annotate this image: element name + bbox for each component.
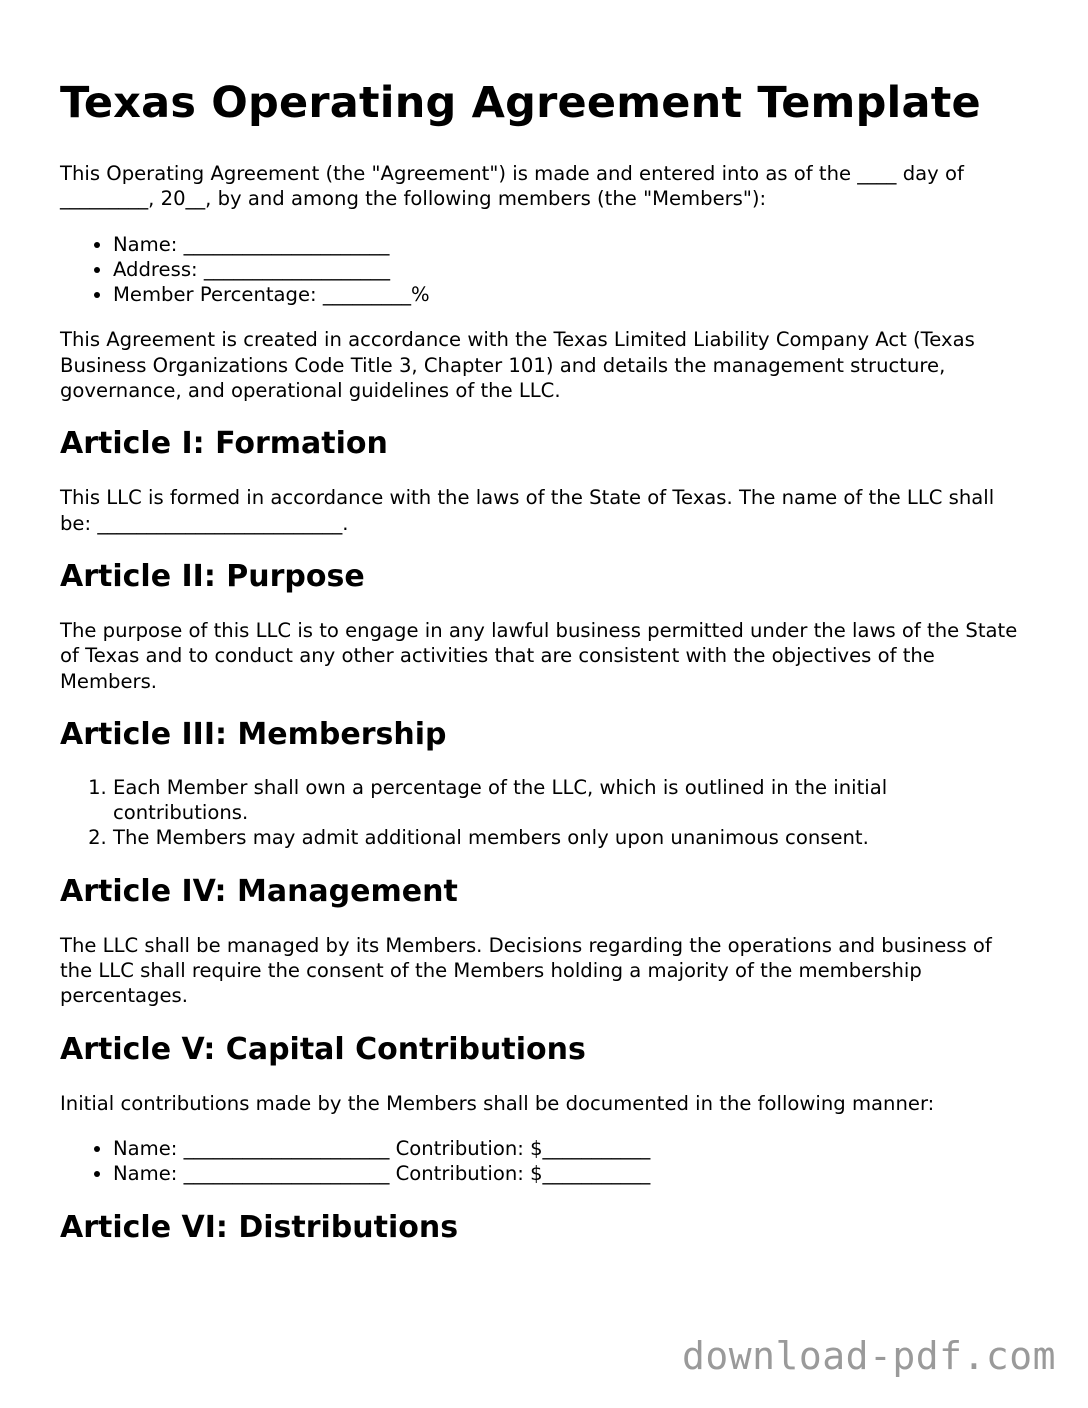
agreement-basis-paragraph: This Agreement is created in accordance with the Texas Limited Liability Company Act (Texas Business Organizations Code Title 3, Chapter 101) and details the management structure, governance, and operational guidelines of the LLC. — [60, 328, 975, 403]
member-address-field: • Address: ___________________ — [113, 257, 1028, 282]
article-1-heading: Article I: Formation — [60, 426, 388, 462]
article-5-text: Initial contributions made by the Members shall be documented in the following manner: — [60, 1091, 935, 1115]
article-5-heading: Article V: Capital Contributions — [60, 1031, 586, 1067]
article-1-text: This LLC is formed in accordance with the laws of the State of Texas. The name of the LLC shall be: _________________________. — [60, 486, 995, 535]
membership-item: 1. Each Member shall own a percentage of the LLC, which is outlined in the initial contributions. — [113, 775, 1028, 826]
article-6-heading: Article VI: Distributions — [60, 1209, 459, 1245]
contribution-list — [60, 1136, 1028, 1187]
document-page — [60, 0, 1028, 1246]
member-fields-list — [60, 232, 1028, 308]
article-2-heading: Article II: Purpose — [60, 558, 365, 594]
contribution-item: • Name: _____________________ Contribution: $___________ — [113, 1161, 1028, 1186]
membership-item: 2. The Members may admit additional members only upon unanimous consent. — [113, 825, 1028, 850]
membership-list — [60, 775, 1028, 851]
intro-paragraph: This Operating Agreement (the "Agreement") is made and entered into as of the ____ day of _________, 20__, by and among the following members (the "Members"): — [60, 162, 964, 211]
article-4-heading: Article IV: Management — [60, 873, 458, 909]
watermark-text: download-pdf.com — [681, 1334, 1056, 1378]
document-title: Texas Operating Agreement Template — [60, 78, 981, 128]
article-3-heading: Article III: Membership — [60, 716, 447, 752]
contribution-item: • Name: _____________________ Contribution: $___________ — [113, 1136, 1028, 1161]
article-2-text: The purpose of this LLC is to engage in any lawful business permitted under the laws of the State of Texas and to conduct any other activities that are consistent with the objectives of the Members. — [60, 618, 1018, 693]
article-4-text: The LLC shall be managed by its Members. Decisions regarding the operations and business of the LLC shall require the consent of the Members holding a majority of the membership percentages. — [60, 933, 992, 1008]
member-percentage-field: • Member Percentage: _________% — [113, 282, 1028, 307]
member-name-field: • Name: _____________________ — [113, 232, 1028, 257]
